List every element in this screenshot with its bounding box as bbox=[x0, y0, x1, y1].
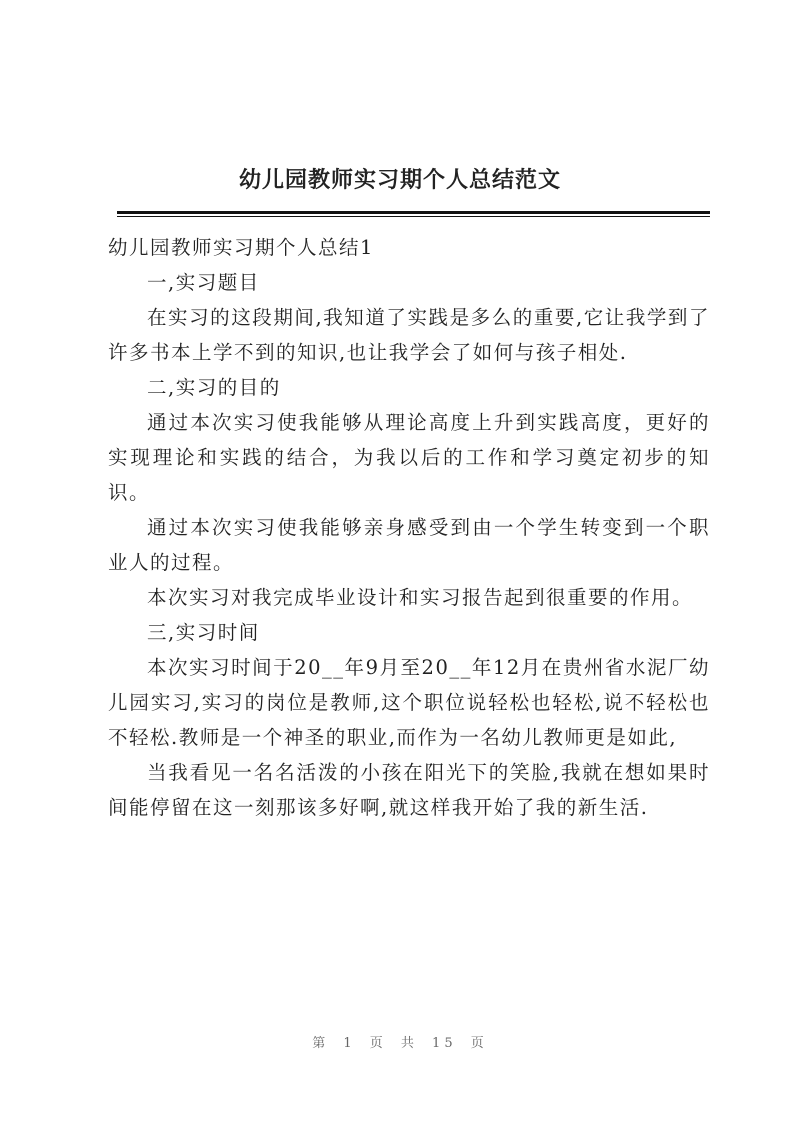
page-number-footer: 第 1 页 共 15 页 bbox=[312, 1036, 488, 1051]
document-body bbox=[108, 230, 710, 825]
subheading-purpose: 二,实习的目的 bbox=[147, 376, 281, 399]
subheading-time: 三,实习时间 bbox=[147, 621, 260, 644]
paragraph: 当我看见一名名活泼的小孩在阳光下的笑脸,我就在想如果时间能停留在这一刻那该多好啊,就这样我开始了我的新生活. bbox=[108, 761, 710, 819]
title-divider-thin bbox=[117, 216, 710, 217]
paragraph: 在实习的这段期间,我知道了实践是多么的重要,它让我学到了许多书本上学不到的知识,也让我学会了如何与孩子相处. bbox=[108, 306, 710, 364]
paragraph: 通过本次实习使我能够从理论高度上升到实践高度，更好的实现理论和实践的结合，为我以后的工作和学习奠定初步的知识。 bbox=[108, 411, 710, 504]
title-divider-thick bbox=[117, 211, 710, 214]
subheading-topic: 一,实习题目 bbox=[147, 271, 260, 294]
section-heading: 幼儿园教师实习期个人总结1 bbox=[108, 236, 374, 259]
paragraph: 通过本次实习使我能够亲身感受到由一个学生转变到一个职业人的过程。 bbox=[108, 516, 710, 574]
paragraph: 本次实习对我完成毕业设计和实习报告起到很重要的作用。 bbox=[147, 586, 694, 609]
document-title: 幼儿园教师实习期个人总结范文 bbox=[238, 167, 561, 193]
paragraph: 本次实习时间于20__年9月至20__年12月在贵州省水泥厂幼儿园实习,实习的岗位是教师,这个职位说轻松也轻松,说不轻松也不轻松.教师是一个神圣的职业,而作为一名幼儿教师更是如此, bbox=[108, 656, 710, 749]
